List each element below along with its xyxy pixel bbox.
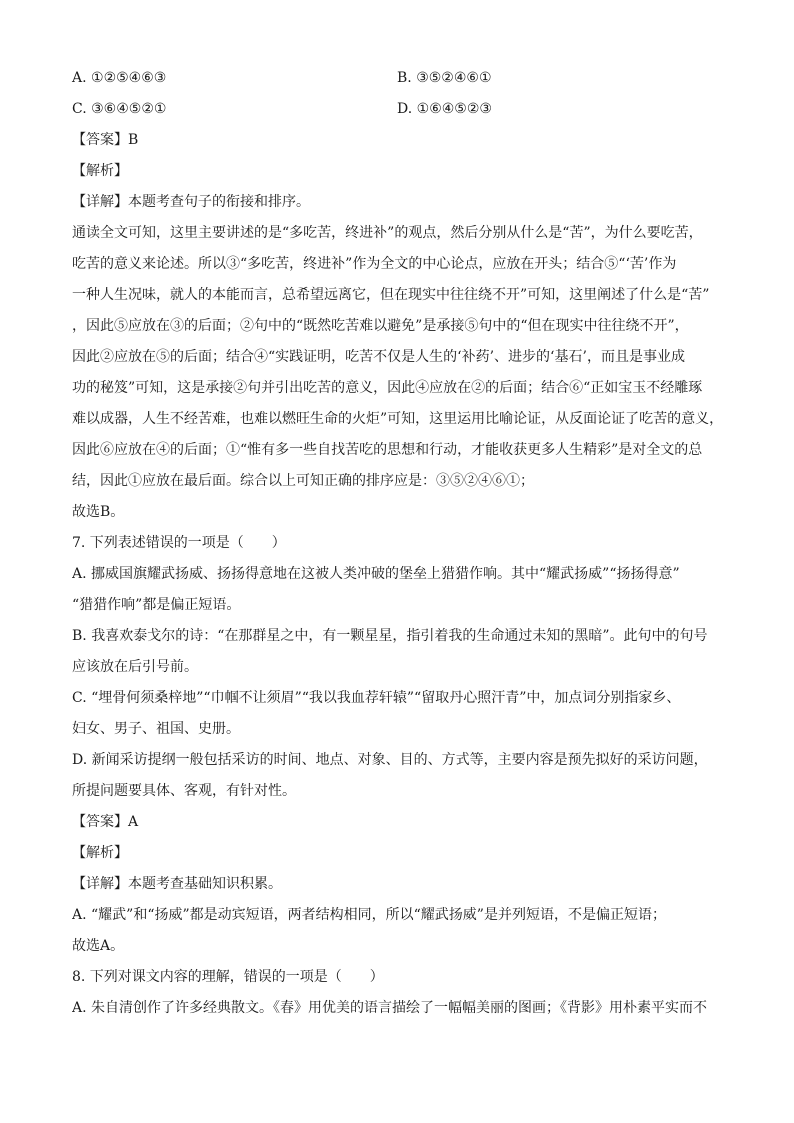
q6-body-line: 一种人生况味，就人的本能而言，总希望远离它，但在现实中往往绕不开”可知，这里阐述了什么是“苦” [72, 287, 710, 303]
q6-option-b: B. ③⑤②④⑥① [397, 70, 492, 86]
q8-question: 8. 下列对课文内容的理解，错误的一项是（ ） [72, 969, 384, 985]
q8-option-a: A. 朱自清创作了许多经典散文。《春》用优美的语言描绘了一幅幅美丽的图画；《背影》用朴素平实而不 [72, 1000, 708, 1016]
q7-option-d-line-2: 所提问题要具体、客观，有针对性。 [72, 783, 296, 799]
q6-body-line: 难以成器，人生不经苦难，也难以燃旺生命的火炬”可知，这里运用比喻论证，从反面论证了吃苦的意义， [72, 411, 724, 427]
q6-detail: 【详解】本题考查句子的衔接和排序。 [72, 194, 310, 210]
q7-question: 7. 下列表述错误的一项是（ ） [72, 535, 286, 551]
q6-options-row-1 [72, 64, 726, 95]
document-page [72, 64, 726, 1025]
q6-option-a: A. ①②⑤④⑥③ [72, 70, 167, 86]
q7-option-d-line-1: D. 新闻采访提纲一般包括采访的时间、地点、对象、目的、方式等，主要内容是预先拟好的采访问题， [72, 752, 708, 768]
q7-option-b-line-2: 应该放在后引号前。 [72, 659, 198, 675]
q7-body: A. “耀武”和“扬威”都是动宾短语，两者结构相同，所以“耀武扬威”是并列短语，不是偏正短语； [72, 907, 666, 923]
q6-body-line: 结，因此①应放在最后面。综合以上可知正确的排序应是：③⑤②④⑥①； [72, 473, 534, 489]
q7-option-a-line-2: “猎猎作响”都是偏正短语。 [72, 597, 241, 613]
q6-body-line: 通读全文可知，这里主要讲述的是“多吃苦，终进补”的观点，然后分别从什么是“苦”，为什么要吃苦， [72, 225, 703, 241]
q7-conclusion: 故选A。 [72, 938, 125, 954]
q6-options-row-2 [72, 95, 726, 126]
q7-option-c-line-1: C. “埋骨何须桑梓地”“巾帼不让须眉”“我以我血荐轩辕”“留取丹心照汗青”中，加点词分别指家乡、 [72, 690, 681, 706]
q7-option-b-line-1: B. 我喜欢泰戈尔的诗：“在那群星之中，有一颗星星，指引着我的生命通过未知的黑暗”。此句中的句号 [72, 628, 708, 644]
q6-option-d: D. ①⑥④⑤②③ [397, 101, 492, 117]
q6-body-line: 因此②应放在⑤的后面；结合④“实践证明，吃苦不仅是人生的‘补药’、进步的‘基石’，而且是事业成 [72, 349, 685, 365]
q6-conclusion: 故选B。 [72, 504, 125, 520]
q6-body-line: 吃苦的意义来论述。所以③“多吃苦，终进补”作为全文的中心论点，应放在开头；结合⑤“‘苦’作为 [72, 256, 677, 272]
q7-answer: 【答案】A [72, 814, 139, 830]
q6-body-line: 功的秘笈”可知，这是承接②句并引出吃苦的意义，因此④应放在②的后面；结合⑥“正如宝玉不经雕琢 [72, 380, 703, 396]
q6-body-line: ，因此⑤应放在③的后面；②句中的“既然吃苦难以避免”是承接⑤句中的“但在现实中往往绕不开”， [72, 318, 689, 334]
q7-option-c-line-2: 妇女、男子、祖国、史册。 [72, 721, 240, 737]
q6-analysis-heading: 【解析】 [72, 163, 128, 179]
q7-option-a-line-1: A. 挪威国旗耀武扬威、扬扬得意地在这被人类冲破的堡垒上猎猎作响。其中“耀武扬威”“扬扬得意” [72, 566, 680, 582]
q6-answer: 【答案】B [72, 132, 139, 148]
q6-body-line: 因此⑥应放在④的后面；①“惟有多一些自找苦吃的思想和行动，才能收获更多人生精彩”是对全文的总 [72, 442, 703, 458]
q6-option-c: C. ③⑥④⑤②① [72, 101, 167, 117]
q7-detail: 【详解】本题考查基础知识积累。 [72, 876, 282, 892]
q7-analysis-heading: 【解析】 [72, 845, 128, 861]
